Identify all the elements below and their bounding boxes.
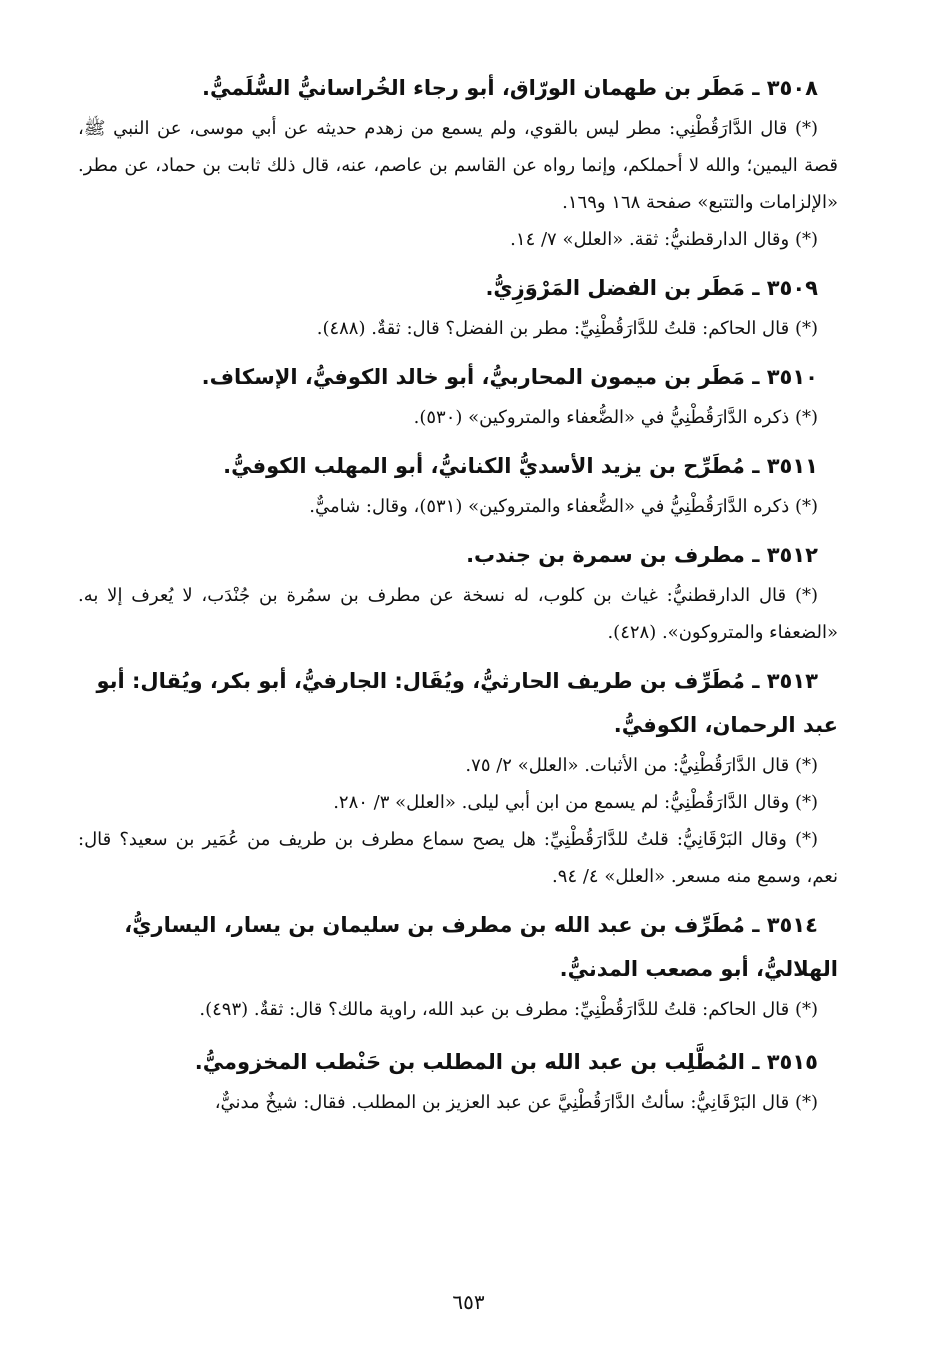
entry-heading: ٣٥٠٩ ـ مَطَر بن الفضل المَرْوَزِيُّ. [485, 276, 818, 300]
entry-paragraph: (*) قال الدارقطنيُّ: غياث بن كلوب، له نسخة عن مطرف بن سمُرة بن جُنْدَب، لا يُعرف إلا به. «الضعفاء والمتروكون». (٤٢٨). [78, 585, 838, 643]
entry-3515 [78, 1040, 838, 1121]
entry-3508 [78, 66, 838, 258]
entry-heading: ٣٥٠٨ ـ مَطَر بن طهمان الورّاق، أبو رجاء الخُراسانيُّ السُّلَميُّ. [202, 76, 818, 100]
document-page [78, 62, 838, 1121]
entry-heading: ٣٥١٢ ـ مطرف بن سمرة بن جندب. [466, 543, 818, 567]
entry-paragraph: (*) قال الحاكم: قلتُ للدَّارَقُطْنِيِّ: مطر بن الفضل؟ قال: ثقةٌ. (٤٨٨). [316, 318, 818, 339]
entry-3512 [78, 533, 838, 651]
entry-heading: ٣٥١٠ ـ مَطَر بن ميمون المحاربيُّ، أبو خالد الكوفيُّ، الإسكاف. [201, 365, 818, 389]
entry-paragraph: (*) ذكره الدَّارَقُطْنِيُّ في «الضُّعفاء والمتروكين» (٥٣٠). [413, 407, 818, 428]
entry-3513 [78, 659, 838, 895]
entry-paragraph: (*) وقال الدارقطنيُّ: ثقة. «العلل» ٧/ ١٤. [510, 229, 818, 250]
entry-heading: ٣٥١٥ ـ المُطَّلِب بن عبد الله بن المطلب بن حَنْطب المخزوميُّ. [194, 1050, 818, 1074]
page-number: ٦٥٣ [452, 1290, 485, 1314]
entry-heading: ٣٥١٣ ـ مُطَرِّف بن طريف الحارثيُّ، ويُقَال: الجارفيُّ، أبو بكر، ويُقال: أبو عبد الرحمان، الكوفيُّ. [96, 669, 838, 737]
entry-heading: ٣٥١١ ـ مُطَرِّح بن يزيد الأسديُّ الكنانيُّ، أبو المهلب الكوفيُّ. [223, 454, 818, 478]
entry-paragraph: (*) قال البَرْقَانِيُّ: سألتُ الدَّارَقُطْنِيَّ عن عبد العزيز بن المطلب. فقال: شيخٌ مدنيٌّ، [214, 1092, 818, 1113]
entry-3514 [78, 903, 838, 1028]
entry-paragraph: (*) قال الدَّارَقُطْنِيُّ: من الأثبات. «العلل» ٢/ ٧٥. [465, 755, 818, 776]
entry-3511 [78, 444, 838, 525]
entry-3510 [78, 355, 838, 436]
entry-paragraph: (*) قال الحاكم: قلتُ للدَّارَقُطْنِيِّ: مطرف بن عبد الله، راوية مالك؟ قال: ثقةٌ. (٤٩٣). [199, 999, 818, 1020]
entry-paragraph: (*) وقال البَرْقَانِيُّ: قلتُ للدَّارَقُطْنِيِّ: هل يصح سماع مطرف بن طريف من عُمَير بن سعيد؟ قال: نعم، وسمع منه مسعر. «العلل» ٤/ ٩٤. [78, 829, 838, 887]
entry-paragraph: (*) وقال الدَّارَقُطْنِيُّ: لم يسمع من ابن أبي ليلى. «العلل» ٣/ ٢٨٠. [333, 792, 818, 813]
entry-paragraph: (*) قال الدَّارَقُطْنِي: مطر ليس بالقوي، ولم يسمع من زهدم حديثه عن أبي موسى، عن النبي ﷺ، قصة اليمين؛ والله لا أحملكم، وإنما رواه عن القاسم بن عاصم، عنه، قال ذلك ثابت بن حماد، عن مطر. «الإلزامات والتتبع» صفحة ١٦٨ و١٦٩. [78, 118, 838, 213]
entry-paragraph: (*) ذكره الدَّارَقُطْنِيُّ في «الضُّعفاء والمتروكين» (٥٣١)، وقال: شاميٌّ. [309, 496, 818, 517]
entry-heading: ٣٥١٤ ـ مُطَرِّف بن عبد الله بن مطرف بن سليمان بن يسار، اليساريُّ، الهلاليُّ، أبو مصعب المدنيُّ. [124, 913, 838, 981]
entry-3509 [78, 266, 838, 347]
